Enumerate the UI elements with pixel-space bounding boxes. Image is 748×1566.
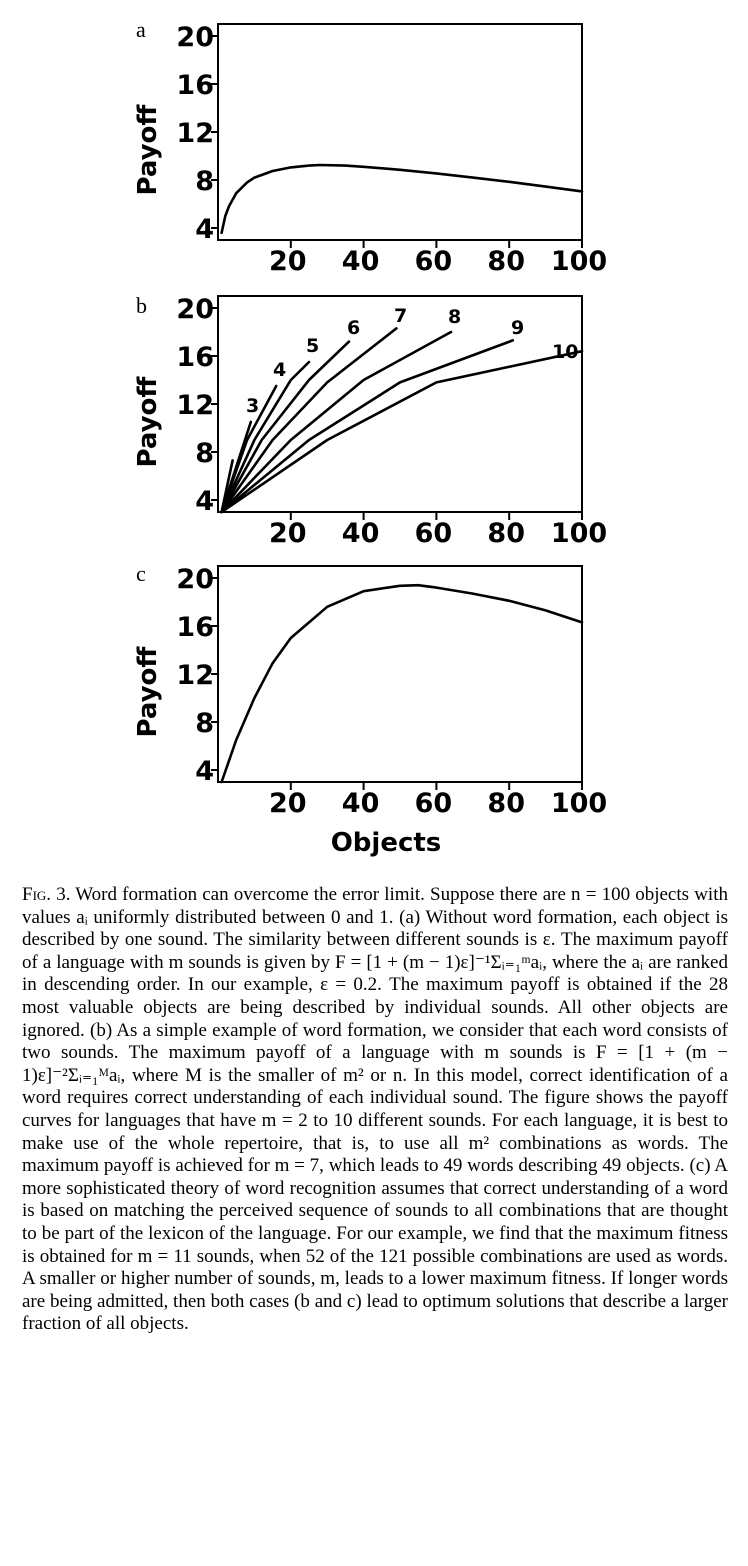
- x-tick-label: 80: [487, 788, 525, 819]
- y-tick-label: 12: [176, 390, 214, 421]
- panel-a: [133, 17, 607, 277]
- plot-frame: [218, 24, 582, 240]
- plot-frame: [218, 566, 582, 782]
- y-tick-label: 8: [195, 708, 214, 739]
- curve-label-m8: 8: [448, 306, 462, 328]
- y-tick-label: 4: [195, 214, 214, 245]
- y-tick-label: 8: [195, 166, 214, 197]
- y-tick-label: 20: [176, 564, 214, 595]
- y-tick-label: 16: [176, 70, 214, 101]
- y-tick-label: 8: [195, 438, 214, 469]
- panel-letter-a: a: [136, 17, 146, 42]
- y-tick-label: 20: [176, 294, 214, 325]
- caption-body: Word formation can overcome the error limit. Suppose there are n = 100 objects with values aᵢ uniformly distributed between 0 and 1. (a) Without word formation, each object is described by one sound. The similarity between different sounds is ε. The maximum payoff of a language with m sounds is given by F = [1 + (m − 1)ε]⁻¹Σᵢ₌₁ᵐaᵢ, where the aᵢ are ranked in descending order. In our example, ε = 0.2. The maximum payoff is obtained if the 28 most valuable objects are being described by individual sounds. All other objects are ignored. (b) As a simple example of word formation, we consider that each word consists of two sounds. The maximum payoff of a language with m sounds is F = [1 + (m − 1)ε]⁻²Σᵢ₌₁ᴹaᵢ, where M is the smaller of m² or n. In this model, correct identification of a word requires correct understanding of each individual sound. The figure shows the payoff curves for languages that have m = 2 to 10 different sounds. For each language, it is best to make use of the whole repertoire, that is, to use all m² combinations as words. The maximum payoff is achieved for m = 7, which leads to 49 words describing 49 objects. (c) A more sophisticated theory of word recognition assumes that correct understanding of a word is based on matching the perceived sequence of sounds to all combinations that are thought to be part of the lexicon of the language. For our example, we find that the maximum fitness is obtained for m = 11 sounds, when 52 of the 121 possible combinations are used as words. A smaller or higher number of sounds, m, leads to a lower maximum fitness. If longer words are being admitted, then both cases (b and c) lead to optimum solutions that describe a larger fraction of all objects.: [22, 884, 728, 1335]
- y-tick-label: 16: [176, 612, 214, 643]
- x-tick-label: 100: [550, 518, 608, 549]
- plot-frame: [218, 296, 582, 512]
- x-tick-label: 40: [341, 518, 380, 549]
- figure-caption: [22, 884, 728, 1336]
- x-tick-label: 100: [550, 246, 608, 277]
- curve-label-m9: 9: [511, 317, 525, 339]
- x-axis-label: Objects: [330, 828, 442, 858]
- panel-c: [133, 561, 607, 858]
- y-tick-label: 12: [176, 660, 214, 691]
- y-tick-label: 12: [176, 118, 214, 149]
- x-tick-label: 20: [269, 518, 307, 549]
- panel-b: [133, 293, 607, 549]
- x-tick-label: 60: [414, 246, 453, 277]
- series-line: [222, 585, 582, 782]
- panel-letter-c: c: [136, 561, 146, 586]
- series-line: [222, 165, 582, 233]
- caption-fig-label: Fig. 3.: [22, 884, 71, 905]
- x-tick-label: 20: [269, 246, 307, 277]
- curve-label-m4: 4: [273, 359, 287, 381]
- x-tick-label: 80: [487, 246, 525, 277]
- y-tick-label: 4: [195, 756, 214, 787]
- x-tick-label: 40: [341, 788, 380, 819]
- curve-label-m6: 6: [347, 317, 361, 339]
- curve-label-m3: 3: [246, 395, 260, 417]
- x-tick-label: 60: [414, 518, 453, 549]
- y-tick-label: 4: [195, 486, 214, 517]
- y-tick-label: 20: [176, 22, 214, 53]
- y-axis-label: Payoff: [133, 104, 163, 196]
- x-tick-label: 60: [414, 788, 453, 819]
- caption-text: [22, 884, 728, 1336]
- panel-letter-b: b: [136, 293, 147, 318]
- curve-label-m7: 7: [394, 305, 408, 327]
- x-tick-label: 100: [550, 788, 608, 819]
- x-tick-label: 20: [269, 788, 307, 819]
- curve-label-m10: 10: [552, 341, 579, 363]
- series-line-m9: [222, 340, 513, 512]
- y-tick-label: 16: [176, 342, 214, 373]
- curve-label-m5: 5: [306, 335, 320, 357]
- x-tick-label: 80: [487, 518, 525, 549]
- x-tick-label: 40: [341, 246, 380, 277]
- y-axis-label: Payoff: [133, 646, 163, 738]
- y-axis-label: Payoff: [133, 376, 163, 468]
